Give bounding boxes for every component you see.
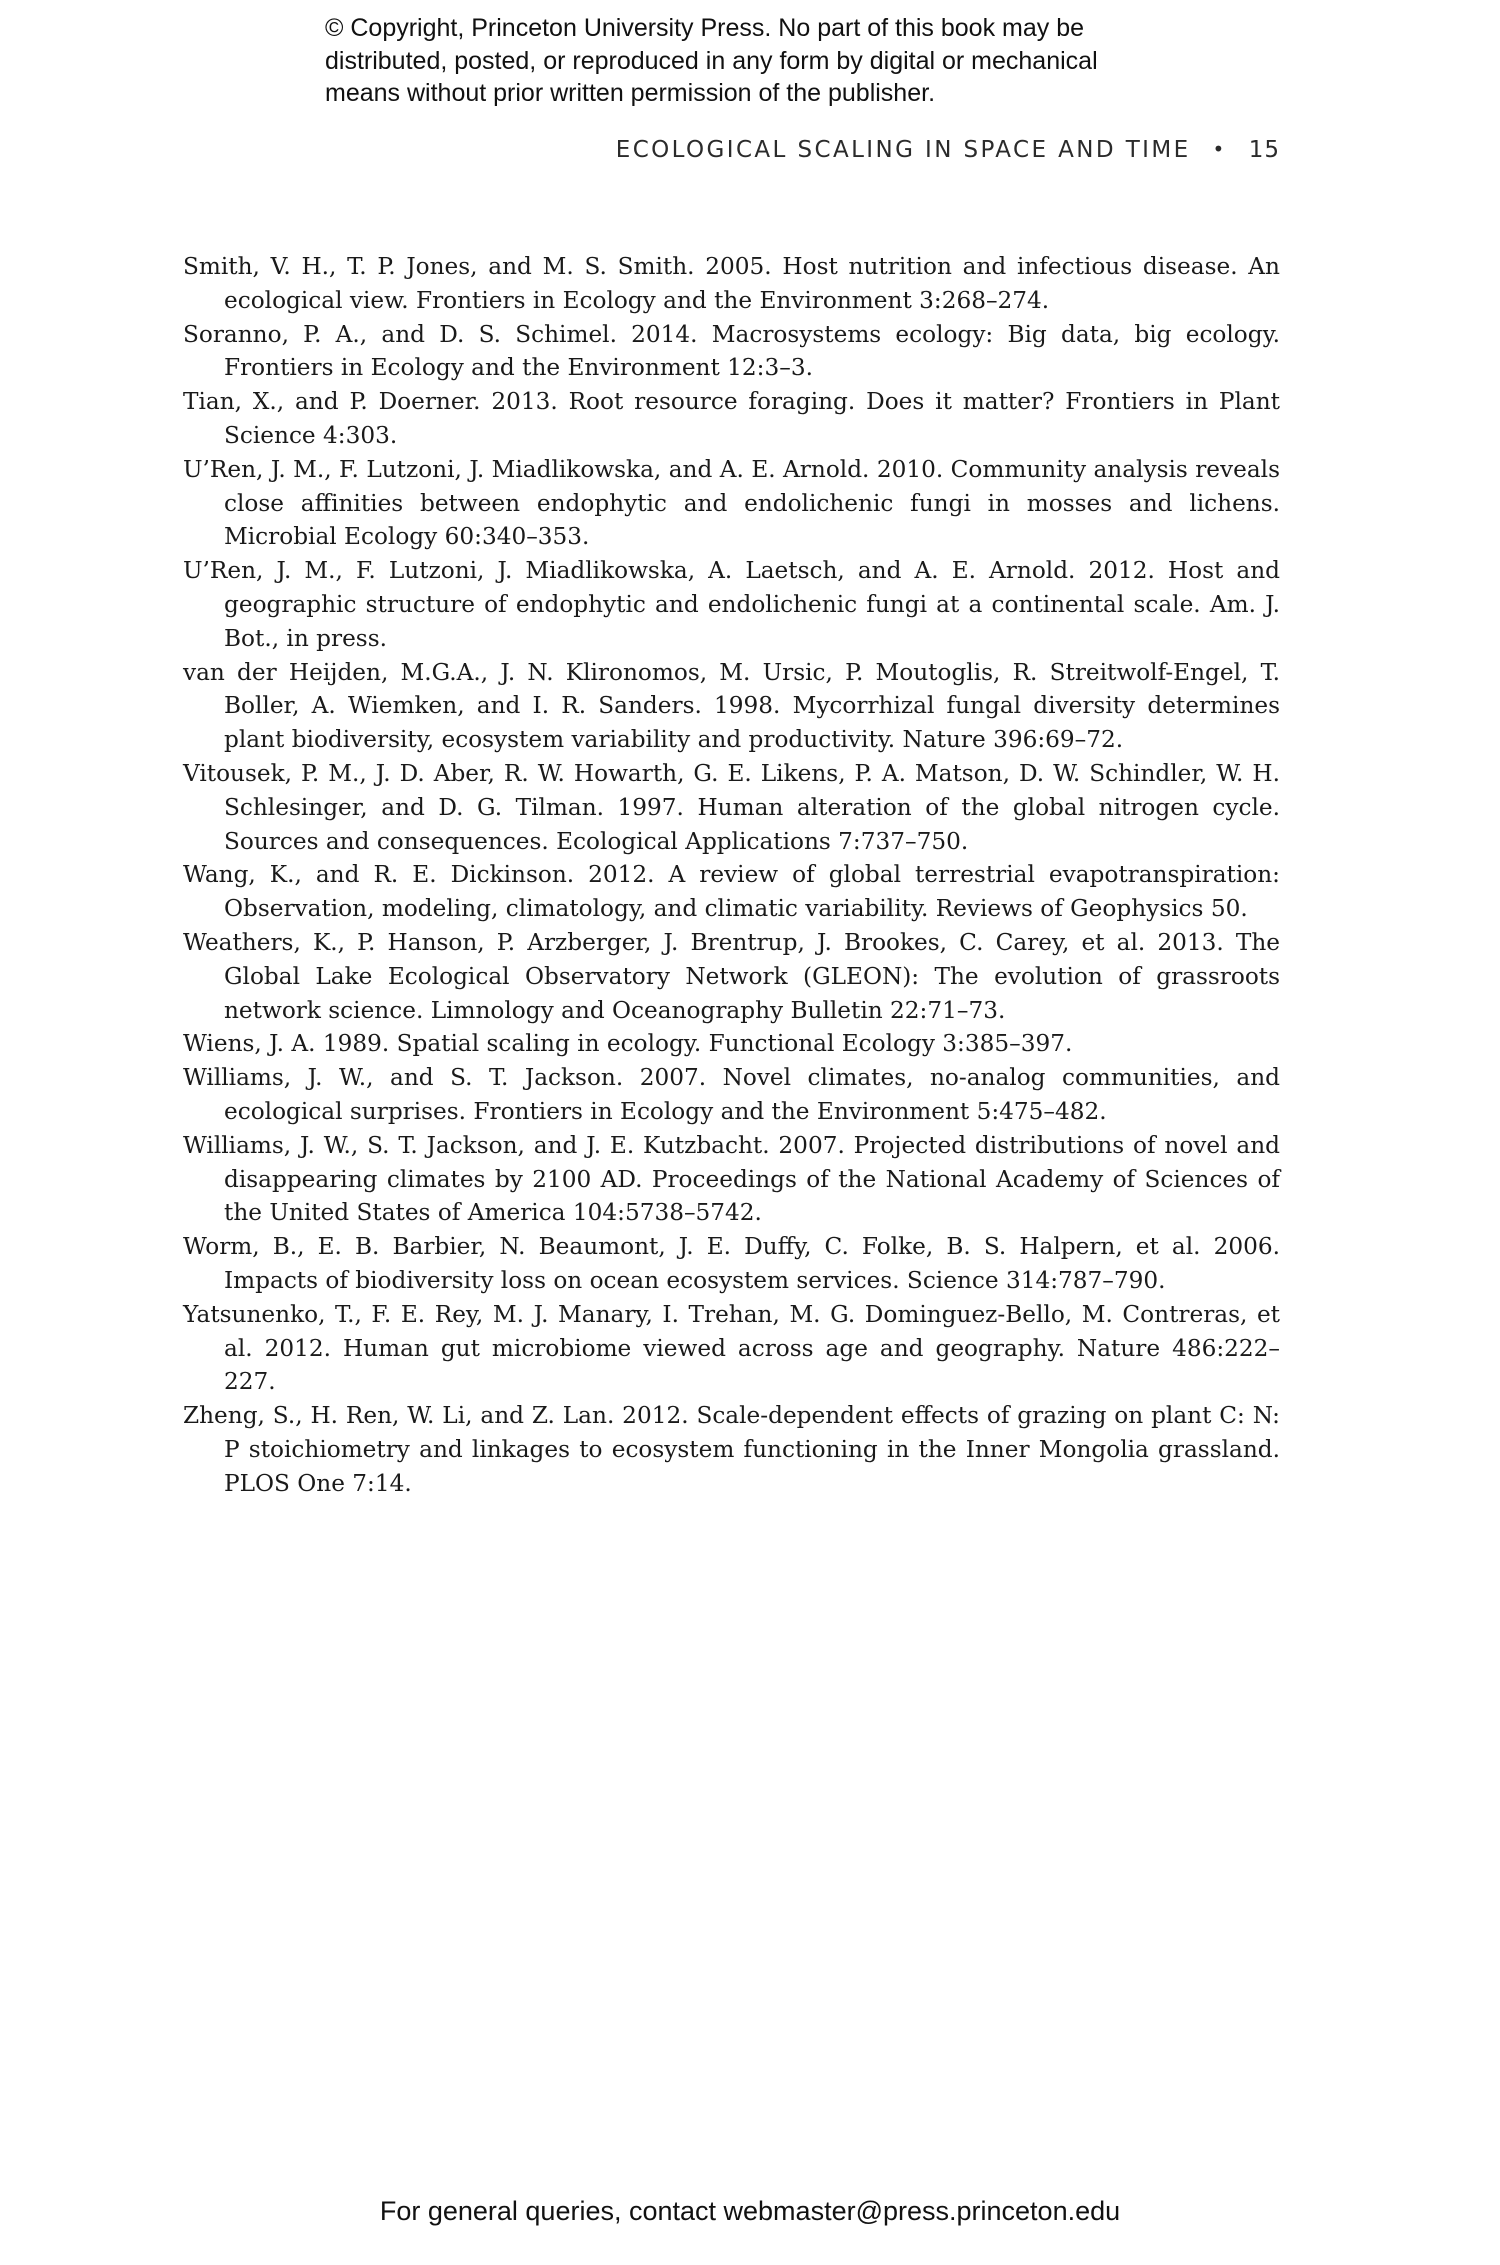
footer-contact: For general queries, contact webmaster@press.princeton.edu: [379, 2196, 1121, 2226]
reference-list: [183, 250, 1280, 1500]
reference-entry: Zheng, S., H. Ren, W. Li, and Z. Lan. 2012. Scale-dependent effects of grazing on plant C: N: P stoichiometry and linkages to ecosystem functioning in the Inner Mongolia grassland. PLOS One 7:14.: [183, 1402, 1280, 1497]
reference-entry: Wiens, J. A. 1989. Spatial scaling in ecology. Functional Ecology 3:385–397.: [183, 1030, 1073, 1058]
page-number: 15: [1248, 137, 1280, 163]
running-head-bullet: •: [1212, 137, 1227, 161]
reference-entry: Wang, K., and R. E. Dickinson. 2012. A review of global terrestrial evapotranspiration: Observation, modeling, climatology, and climatic variability. Reviews of Geophysics 50.: [183, 861, 1280, 923]
running-head: [500, 137, 1280, 163]
reference-entry: Tian, X., and P. Doerner. 2013. Root resource foraging. Does it matter? Frontiers in Plant Science 4:303.: [183, 388, 1280, 449]
reference-entry: Yatsunenko, T., F. E. Rey, M. J. Manary, I. Trehan, M. G. Dominguez-Bello, M. Contreras, et al. 2012. Human gut microbiome viewed across age and geography. Nature 486:222–227.: [183, 1300, 1280, 1396]
reference-entry: van der Heijden, M.G.A., J. N. Klironomos, M. Ursic, P. Moutoglis, R. Streitwolf-Engel, T. Boller, A. Wiemken, and I. R. Sanders. 1998. Mycorrhizal fungal diversity determines plant biodiversity, ecosystem variability and productivity. Nature 396:69–72.: [183, 658, 1280, 754]
reference-entry: Smith, V. H., T. P. Jones, and M. S. Smith. 2005. Host nutrition and infectious disease. An ecological view. Frontiers in Ecology and the Environment 3:268–274.: [183, 253, 1280, 314]
reference-entry: Weathers, K., P. Hanson, P. Arzberger, J. Brentrup, J. Brookes, C. Carey, et al. 2013. The Global Lake Ecological Observatory Network (GLEON): The evolution of grassroots network science. Limnology and Oceanography Bulletin 22:71–73.: [183, 928, 1280, 1024]
reference-entry: U’Ren, J. M., F. Lutzoni, J. Miadlikowska, A. Laetsch, and A. E. Arnold. 2012. Host and geographic structure of endophytic and endolichenic fungi at a continental scale. Am. J. Bot., in press.: [183, 557, 1280, 652]
copyright-line: © Copyright, Princeton University Press. No part of this book may be: [325, 14, 1085, 42]
reference-entry: Williams, J. W., S. T. Jackson, and J. E. Kutzbacht. 2007. Projected distributions of novel and disappearing climates by 2100 AD. Proceedings of the National Academy of Sciences of the United States of America 104:5738–5742.: [183, 1131, 1280, 1227]
reference-entry: Vitousek, P. M., J. D. Aber, R. W. Howarth, G. E. Likens, P. A. Matson, D. W. Schindler, W. H. Schlesinger, and D. G. Tilman. 1997. Human alteration of the global nitrogen cycle. Sources and consequences. Ecological Applications 7:737–750.: [183, 759, 1280, 855]
copyright-line: distributed, posted, or reproduced in any form by digital or mechanical: [325, 46, 1098, 75]
reference-entry: Soranno, P. A., and D. S. Schimel. 2014. Macrosystems ecology: Big data, big ecology. Frontiers in Ecology and the Environment 12:3–3.: [183, 320, 1280, 382]
copyright-line: means without prior written permission of the publisher.: [325, 79, 936, 107]
running-head-title: ECOLOGICAL SCALING IN SPACE AND TIME: [615, 137, 1191, 163]
reference-entry: U’Ren, J. M., F. Lutzoni, J. Miadlikowska, and A. E. Arnold. 2010. Community analysis reveals close affinities between endophytic and endolichenic fungi in mosses and lichens. Microbial Ecology 60:340–353.: [183, 455, 1280, 551]
copyright-notice: [325, 12, 1225, 110]
reference-entry: Worm, B., E. B. Barbier, N. Beaumont, J. E. Duffy, C. Folke, B. S. Halpern, et al. 2006. Impacts of biodiversity loss on ocean ecosystem services. Science 314:787–790.: [183, 1233, 1280, 1294]
reference-entry: Williams, J. W., and S. T. Jackson. 2007. Novel climates, no-analog communities, and ecological surprises. Frontiers in Ecology and the Environment 5:475–482.: [183, 1064, 1280, 1125]
